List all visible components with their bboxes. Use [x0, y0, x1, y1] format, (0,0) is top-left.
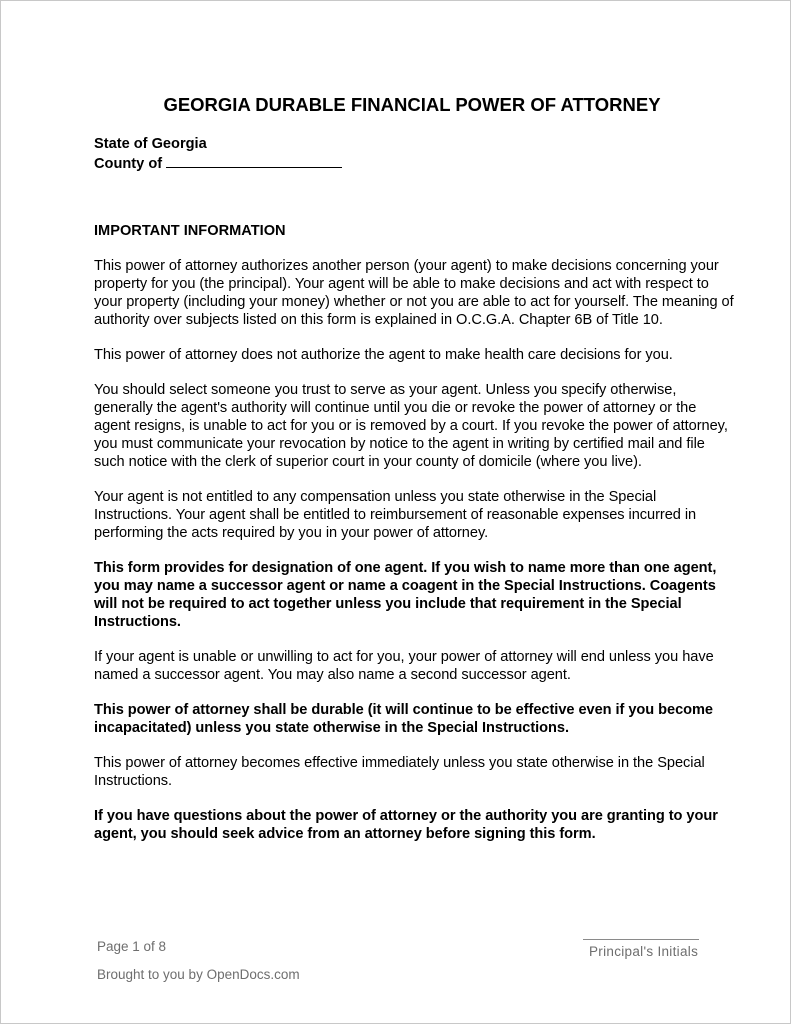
- paragraph-compensation: Your agent is not entitled to any compensation unless you state otherwise in the Special Instructions. Your agent shall be entitled to reimbursement of reasonable expenses incurred in performing the acts required by you in your power of attorney.: [94, 489, 697, 541]
- county-label: County of: [94, 156, 163, 172]
- important-information-heading: IMPORTANT INFORMATION: [94, 223, 286, 239]
- jurisdiction-block: [94, 135, 734, 173]
- county-blank-field[interactable]: [166, 153, 342, 168]
- paragraph-effective: This power of attorney becomes effective immediately unless you state otherwise in the Special Instructions.: [94, 755, 705, 789]
- page-number: Page 1 of 8: [97, 939, 167, 954]
- paragraph-questions: If you have questions about the power of attorney or the authority you are granting to your agent, you should seek advice from an attorney before signing this form.: [94, 808, 718, 842]
- paragraph-successor-agent: If your agent is unable or unwilling to act for you, your power of attorney will end unless you have named a successor agent. You may also name a second successor agent.: [94, 649, 714, 683]
- state-line: State of Georgia: [94, 136, 207, 152]
- document-title: GEORGIA DURABLE FINANCIAL POWER OF ATTORNEY: [163, 94, 661, 115]
- county-line: [94, 153, 734, 173]
- document-body: [94, 93, 734, 843]
- initials-label: Principal's Initials: [589, 944, 699, 959]
- paragraph-designation: This form provides for designation of one agent. If you wish to name more than one agent, you may name a successor agent or name a coagent in the Special Instructions. Coagents will not be required to act together unless you include that requirement in the Special Instructions.: [94, 560, 717, 630]
- paragraph-health-care: This power of attorney does not authorize the agent to make health care decisions for you.: [94, 347, 673, 363]
- paragraph-durable: This power of attorney shall be durable (it will continue to be effective even if you become incapacitated) unless you state otherwise in the Special Instructions.: [94, 702, 713, 736]
- footer-credit: Brought to you by OpenDocs.com: [97, 967, 300, 982]
- paragraph-select-agent: You should select someone you trust to serve as your agent. Unless you specify otherwise, generally the agent's authority will continue until you die or revoke the power of attorney or the agent resigns, is unable to act for you or is removed by a court. If you revoke the power of attorney, you must communicate your revocation by notice to the agent in writing by certified mail and file such notice with the clerk of superior court in your county of domicile (where you live).: [94, 382, 728, 470]
- initials-signature-line[interactable]: [583, 939, 699, 940]
- paragraph-authorization: This power of attorney authorizes another person (your agent) to make decisions concerning your property for you (the principal). Your agent will be able to make decisions and act with respect to your property (including your money) whether or not you are able to act for yourself. The meaning of authority over subjects listed on this form is explained in O.C.G.A. Chapter 6B of Title 10.: [94, 258, 734, 328]
